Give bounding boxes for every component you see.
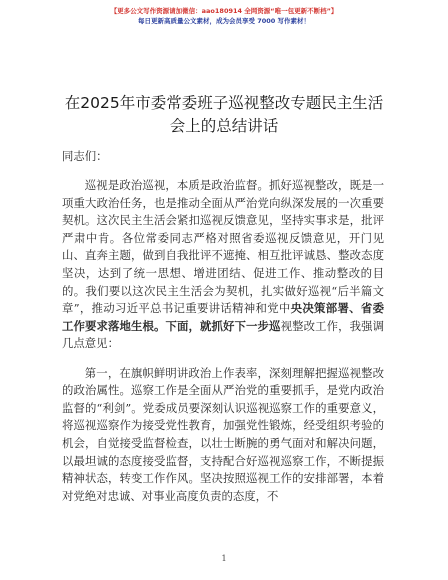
promo-line-1: 【更多公文写作资源请加微信：aao180914 全网资源“唯一包更新不断档”】 [110,7,338,15]
document-title [40,92,408,138]
title-line-2: 会上的总结讲话 [169,117,279,135]
paragraph-1-text: 巡视是政治巡视，本质是政治监督。抓好巡视整改，既是一项重大政治任务，也是推动全面从严治党向纵深发展的一次重要契机。这次民主生活会紧扣巡视反馈意见，坚持实事求是，批评严肃中肯。各位常委同志严格对照省委巡视反馈意见，开门见山、直奔主题，做到自我批评不遮掩、相互批评诚恳、整改态度坚决，达到了统一思想、增进团结、促进工作、推动整改的目的。我们要以这次民主生活会为契机，扎实做好巡视“后半篇文章”，推动习近平总书记重要讲话精神和党中 [62,178,384,316]
promo-line-2: 每日更新高质量公文素材，成为会员享受 7000 写作素材！ [137,17,311,25]
document-body [62,148,384,505]
paragraph-2: 第一，在旗帜鲜明讲政治上作表率，深刻理解把握巡视整改的政治属性。巡察工作是全面从严治党的重要抓手，是党内政治监督的“利剑”。党委成员要深刻认识巡视巡察工作的重要意义，将巡视巡察作为接受党性教育，加强党性锻炼，经受组织考验的机会，自觉接受监督检查，以壮士断腕的勇气面对和解决问题，以最坦诚的态度接受监督，支持配合好巡视巡察工作，不断提振精神状态，转变工作作风。坚决按照巡视工作的安排部署，本着对党绝对忠诚、对事业高度负责的态度，不 [62,365,384,503]
page-number: 1 [221,554,227,563]
salutation: 同志们： [62,149,108,163]
promo-banner [0,6,448,26]
title-line-1: 在2025年市委常委班子巡视整改专题民主生活 [64,94,384,112]
paragraph-1-bold-text: 央决策部署、省委工作要求落地生根。下面，就抓好下一步巡 [62,301,384,333]
paragraph-1 [62,177,384,353]
paragraph-1-end-text: 视整改工作，我强调几点意见： [62,318,384,351]
